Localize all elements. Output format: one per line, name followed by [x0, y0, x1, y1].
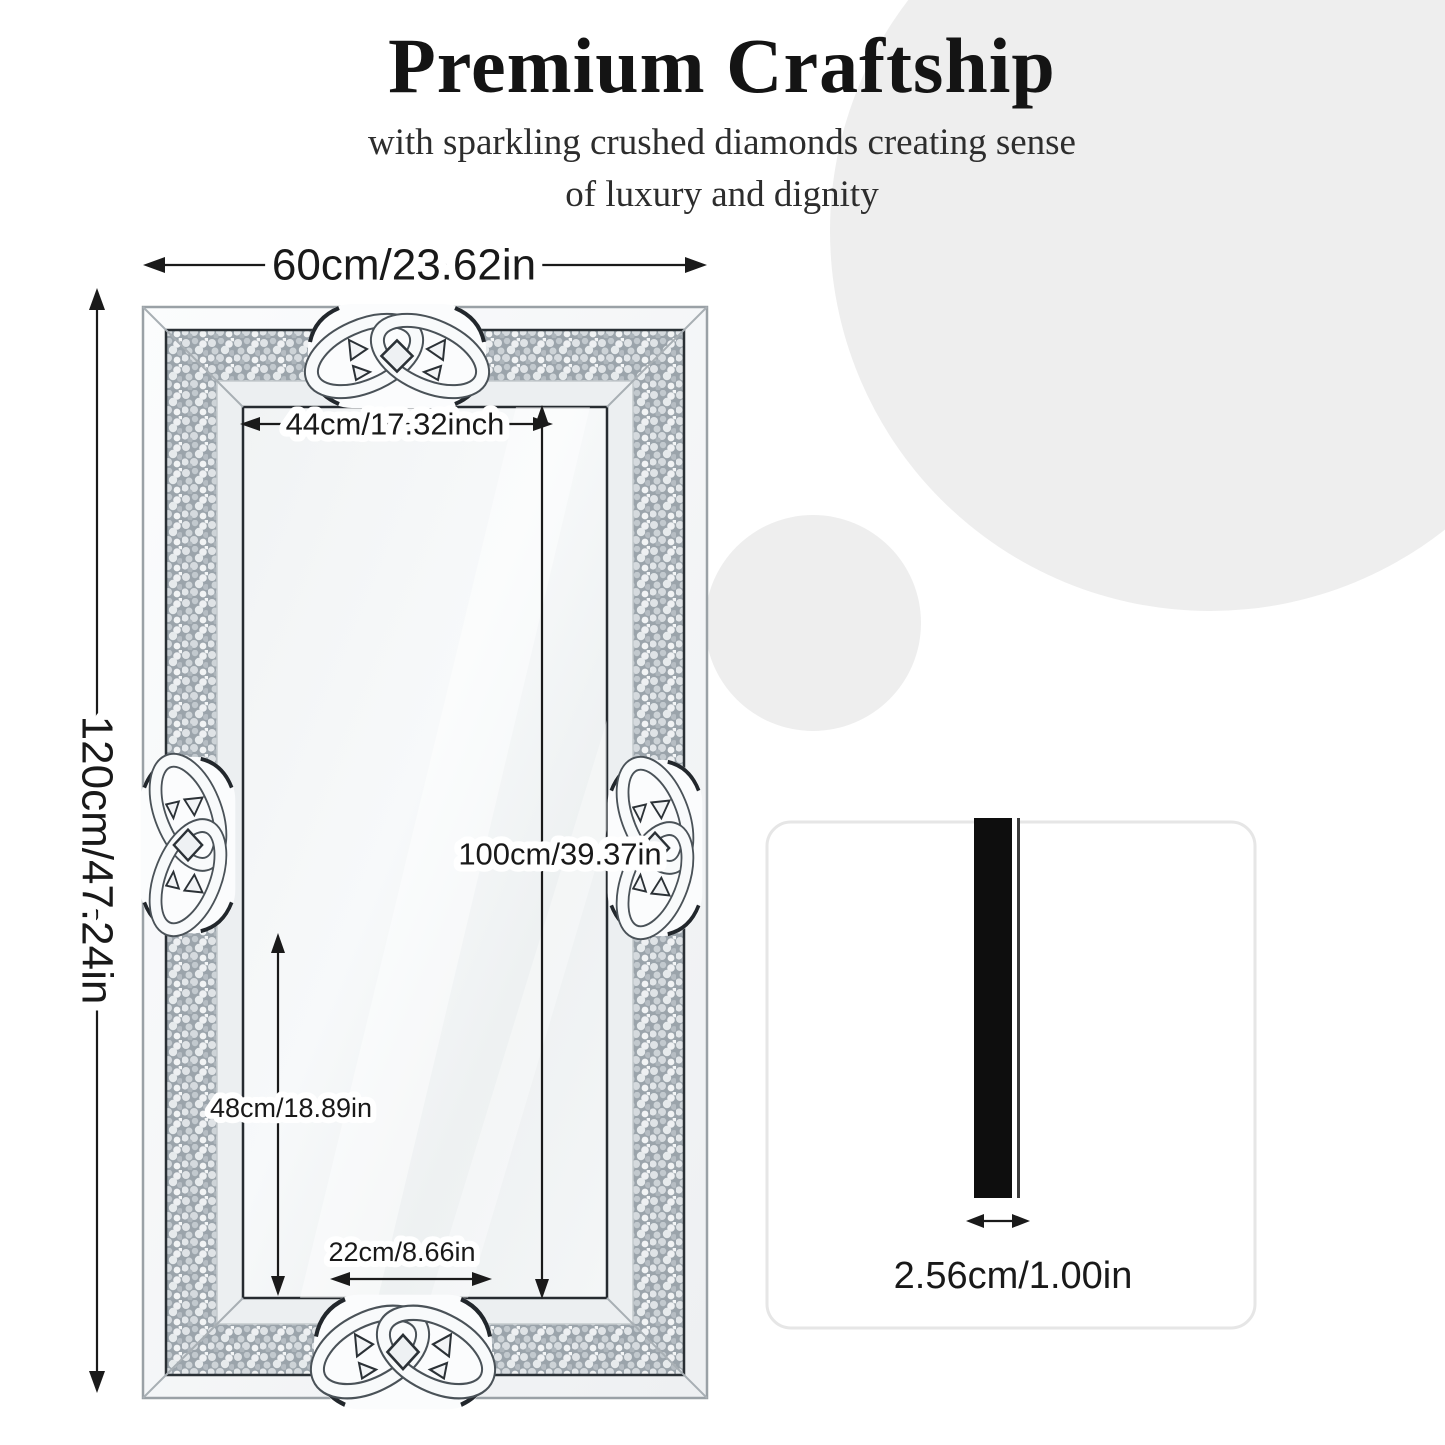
- celtic-knot-bottom: [307, 1295, 500, 1409]
- thickness-label: 2.56cm/1.00in: [893, 1255, 1133, 1297]
- dimension-outer-height: [73, 288, 122, 1393]
- celtic-knot-top: [301, 304, 494, 408]
- outer-width-label: 60cm/23.62in: [271, 240, 537, 290]
- inner-height-label: 100cm/39.37in: [458, 836, 662, 872]
- side-profile-edge: [1017, 818, 1020, 1198]
- background-circle-small: [705, 515, 921, 731]
- inner-width-label: 44cm/17.32inch: [285, 406, 505, 442]
- side-profile-highlight: [1012, 818, 1017, 1198]
- bottom-inner-width-label: 22cm/8.66in: [328, 1237, 476, 1267]
- arrowhead-down: [89, 1371, 105, 1393]
- page-title: Premium Craftship: [388, 22, 1056, 109]
- subtitle-line-2: of luxury and dignity: [565, 174, 879, 215]
- outer-height-label: 120cm/47.24in: [72, 715, 122, 1005]
- arrowhead-left: [143, 257, 165, 273]
- side-view-card: [767, 818, 1255, 1328]
- dimension-outer-width: [143, 241, 707, 290]
- arrowhead-right: [685, 257, 707, 273]
- celtic-knot-left: [141, 750, 236, 941]
- lower-section-height-label: 48cm/18.89in: [209, 1093, 373, 1123]
- side-profile-bar: [974, 818, 1012, 1198]
- arrowhead-up: [89, 288, 105, 310]
- subtitle-line-1: with sparkling crushed diamonds creating sense: [368, 122, 1076, 163]
- dimension-bottom-inner-width: [328, 1237, 492, 1286]
